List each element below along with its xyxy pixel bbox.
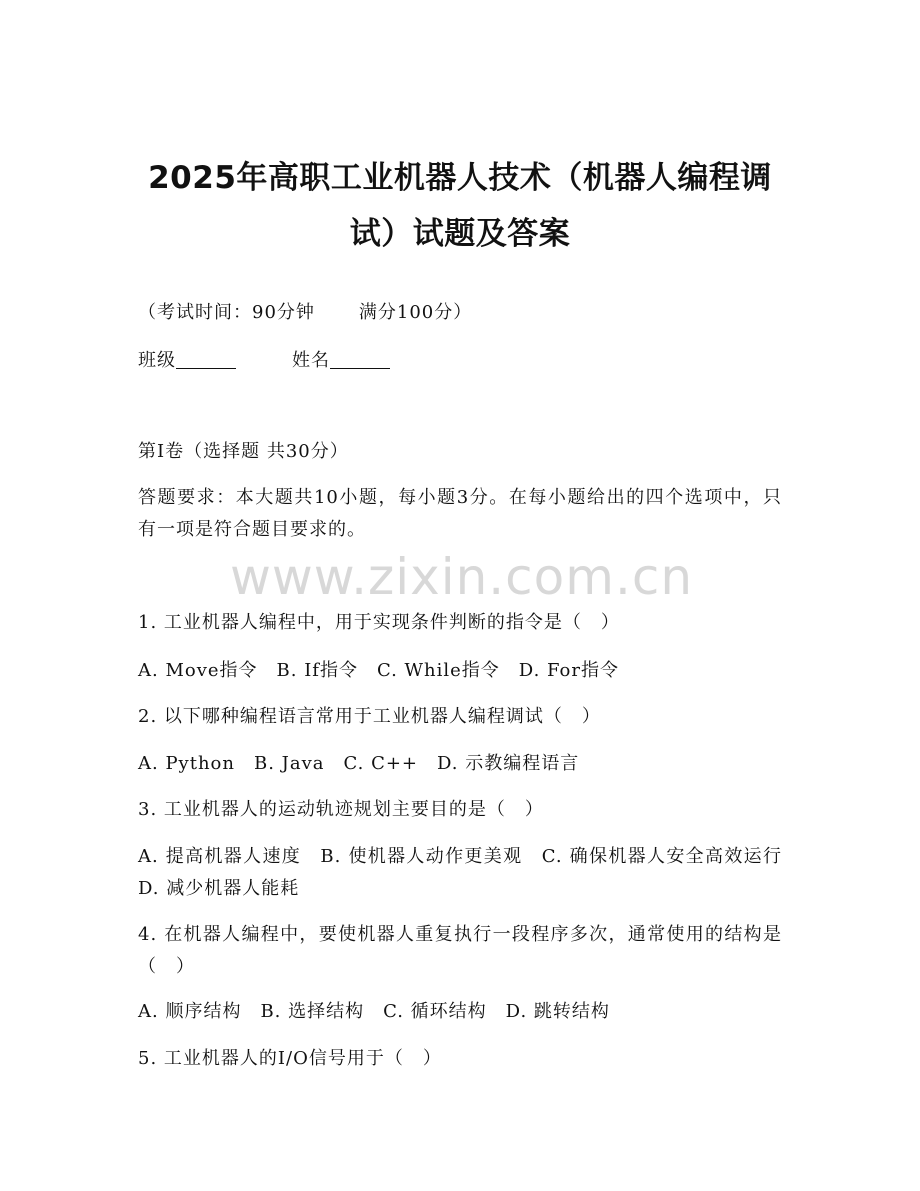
name-label: 姓名 xyxy=(292,350,330,371)
class-blank[interactable] xyxy=(176,348,236,369)
watermark: www.zixin.com.cn xyxy=(230,548,694,606)
exam-info-line xyxy=(138,297,782,329)
class-label: 班级 xyxy=(138,350,176,371)
section-heading: 第I卷（选择题 共30分） xyxy=(138,441,349,462)
exam-score: 满分100分） xyxy=(358,302,473,323)
question-5-stem: 5. 工业机器人的I/O信号用于（ ） xyxy=(138,1048,442,1069)
question-4-stem: 4. 在机器人编程中，要使机器人重复执行一段程序多次，通常使用的结构是（ ） xyxy=(138,924,782,977)
question-4-options: A. 顺序结构 B. 选择结构 C. 循环结构 D. 跳转结构 xyxy=(138,1001,610,1022)
question-1-stem: 1. 工业机器人编程中，用于实现条件判断的指令是（ ） xyxy=(138,612,620,633)
question-3-options: A. 提高机器人速度 B. 使机器人动作更美观 C. 确保机器人安全高效运行 D. 减少机器人能耗 xyxy=(138,846,801,899)
exam-time: （考试时间：90分钟 xyxy=(138,302,315,323)
question-2-options: A. Python B. Java C. C++ D. 示教编程语言 xyxy=(138,753,580,774)
question-1-options: A. Move指令 B. If指令 C. While指令 D. For指令 xyxy=(138,660,619,681)
student-fields-line xyxy=(138,345,782,377)
document-title: 2025年高职工业机器人技术（机器人编程调试）试题及答案 xyxy=(148,160,772,252)
question-2-stem: 2. 以下哪种编程语言常用于工业机器人编程调试（ ） xyxy=(138,706,601,727)
section-instructions: 答题要求：本大题共10小题，每小题3分。在每小题给出的四个选项中，只有一项是符合题目要求的。 xyxy=(138,487,782,540)
name-blank[interactable] xyxy=(330,348,390,369)
question-3-stem: 3. 工业机器人的运动轨迹规划主要目的是（ ） xyxy=(138,799,544,820)
